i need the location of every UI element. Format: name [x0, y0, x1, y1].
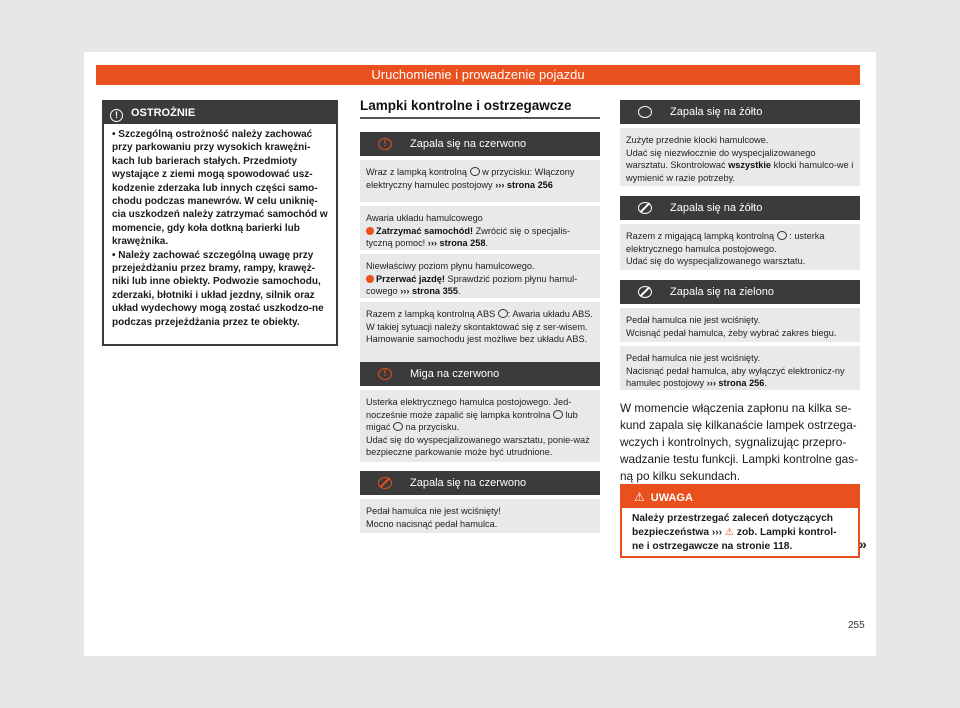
stop-icon	[366, 227, 374, 235]
warning-triangle-icon: ⚠	[634, 490, 645, 504]
indicator-label: Zapala się na zielono	[670, 286, 774, 298]
indicator-header	[360, 362, 600, 386]
abs-icon	[498, 309, 508, 318]
text: klocki hamulco-we i wymienić w razie potrzeby.	[626, 160, 854, 183]
warning-header	[622, 486, 858, 508]
text: Sprawdzić poziom płynu hamul-cowego	[366, 273, 578, 296]
caution-body	[104, 124, 336, 329]
caution-item: • Należy zachować szczególną uwagę przy przejeżdżaniu przez bramy, rampy, krawęż-niki lub inne obiekty. Podwozie samochodu, zderzaki, błotniki i układ jezdny, silnik oraz układ wydechowy mogą zostać uszkodzo-ne podczas przejeżdżania przez te obiekty.	[112, 249, 324, 328]
caution-header	[104, 102, 336, 124]
brake-icon	[553, 410, 563, 419]
indicator-label: Zapala się na czerwono	[410, 477, 527, 489]
warning-box	[620, 484, 860, 558]
text: Udać się niezwłocznie do wyspecjalizowanego warsztatu. Skontrolować	[626, 147, 816, 170]
indicator-header	[360, 132, 600, 156]
parking-brake-icon	[777, 231, 787, 240]
text: Udać się do wyspecjalizowanego warsztatu, ponie-waż bezpieczne parkowanie może być utrudnione.	[366, 434, 590, 457]
info-box	[360, 160, 600, 202]
indicator-label: Zapala się na czerwono	[410, 138, 527, 150]
warning-title: UWAGA	[650, 492, 693, 504]
info-box	[360, 390, 600, 462]
text: w przycisku: Włączony elektryczny hamulec postojowy	[366, 167, 575, 190]
info-box	[360, 499, 600, 533]
indicator-label: Miga na czerwono	[410, 368, 500, 380]
brake-pedal-icon	[378, 477, 392, 489]
brake-pad-icon	[638, 106, 652, 118]
col2-block2	[360, 362, 600, 462]
info-box	[360, 302, 600, 366]
continue-marker: »	[859, 536, 867, 552]
col2-block3	[360, 471, 600, 533]
stop-icon	[366, 275, 374, 283]
warning-triangle-icon: ⚠	[724, 527, 734, 538]
col3-block2	[620, 196, 860, 270]
info-icon: !	[110, 109, 123, 122]
caution-title: OSTROŻNIE	[131, 107, 196, 119]
text: Nacisnąć pedał hamulca, aby wyłączyć elektronicz-ny hamulec postojowy	[626, 365, 845, 388]
indicator-header	[620, 280, 860, 304]
page-ref: ››› strona 258	[427, 238, 486, 248]
info-box	[620, 224, 860, 270]
page-ref: ››› strona 355	[400, 286, 458, 296]
text: : Awaria układu ABS. W takiej sytuacji należy skontaktować się z ser-wisem. Hamowanie samochodu jest możliwe bez układu ABS.	[366, 309, 593, 344]
chapter-header: Uruchomienie i prowadzenie pojazdu	[96, 65, 860, 85]
indicator-header	[360, 471, 600, 495]
text: : usterka elektrycznego hamulca postojowego.	[626, 231, 825, 254]
text: Zużyte przednie klocki hamulcowe.	[626, 135, 769, 145]
parking-brake-icon	[393, 422, 403, 431]
text: Razem z lampką kontrolną ABS	[366, 309, 496, 319]
brake-warning-icon: !	[378, 138, 392, 150]
body-text: W momencie włączenia zapłonu na kilka se-kund zapala się kilkanaście lampek ostrzega-wczych i kontrolnych, sygnalizując przepro-wadzanie testu funkcji. Lampki kontrolne gas-ną po kilku sekundach.	[620, 401, 859, 483]
text: Zatrzymać samochód!	[376, 225, 474, 236]
text: Wraz z lampką kontrolną	[366, 167, 467, 177]
info-box	[620, 308, 860, 342]
text: Pedał hamulca nie jest wciśnięty!	[366, 506, 501, 516]
page-ref: ››› strona 256	[495, 179, 553, 190]
text: Pedał hamulca nie jest wciśnięty.	[626, 353, 761, 363]
info-box	[620, 128, 860, 186]
text: Razem z migającą lampką kontrolną	[626, 231, 775, 241]
text: Mocno nacisnąć pedał hamulca.	[366, 518, 498, 529]
caution-box	[102, 100, 338, 346]
indicator-header	[620, 196, 860, 220]
section-title: Lampki kontrolne i ostrzegawcze	[360, 98, 600, 119]
text: zob. Lampki kontrol-ne i ostrzegawcze na stronie 118.	[632, 527, 837, 552]
text: Niewłaściwy poziom płynu hamulcowego.	[366, 261, 535, 271]
brake-pedal-icon	[638, 286, 652, 298]
text: wszystkie	[728, 160, 772, 170]
col3-block1	[620, 100, 860, 186]
text: Udać się do wyspecjalizowanego warsztatu.	[626, 256, 806, 266]
parking-brake-icon	[470, 167, 480, 176]
text: Wcisnąć pedał hamulca, żeby wybrać zakres biegu.	[626, 327, 837, 338]
info-box: Niewłaściwy poziom płynu hamulcowego. Przerwać jazdę! Sprawdzić poziom płynu hamul-cowego ››› strona 355.	[360, 254, 600, 298]
text: Należy przestrzegać zaleceń dotyczących bezpieczeństwa ›››	[632, 513, 834, 538]
info-box: Awaria układu hamulcowego Zatrzymać samochód! Zwrócić się o specjalis-tyczną pomoc! ››› strona 258.	[360, 206, 600, 250]
caution-item: • Szczególną ostrożność należy zachować przy parkowaniu przy wysokich krawężni-kach lub barierach stałych. Przedmioty wystające z ziemi mogą spowodować usz-kodzenie zderzaka lub innych części samo-chodu podczas manewrów. W celu uniknię-cia uszkodzeń należy zatrzymać samochód w momencie, gdy koła dotkną barierki lub krawężnika.	[112, 129, 328, 248]
text: na przycisku.	[405, 422, 460, 432]
indicator-label: Zapala się na żółto	[670, 106, 763, 118]
text: Przerwać jazdę!	[376, 273, 445, 284]
col3-block3	[620, 280, 860, 390]
col2-block1	[360, 132, 600, 366]
indicator-label: Zapala się na żółto	[670, 202, 763, 214]
text: Usterka elektrycznego hamulca postojowego. Jed-nocześnie może zapalić się lampka kontrolna	[366, 397, 572, 420]
text: Awaria układu hamulcowego	[366, 213, 483, 223]
indicator-header	[620, 100, 860, 124]
info-box: Pedał hamulca nie jest wciśnięty. Nacisnąć pedał hamulca, aby wyłączyć elektronicz-ny hamulec postojowy ››› strona 256.	[620, 346, 860, 390]
parking-brake-fault-icon	[638, 202, 652, 214]
page-ref: ››› strona 256	[706, 378, 765, 388]
text: Pedał hamulca nie jest wciśnięty.	[626, 315, 761, 325]
text: lub migać	[366, 409, 578, 432]
text: Zwrócić się o specjalis-tyczną pomoc!	[366, 225, 571, 248]
brake-warning-icon: !	[378, 368, 392, 380]
warning-body	[622, 508, 858, 558]
page-number: 255	[848, 620, 865, 631]
